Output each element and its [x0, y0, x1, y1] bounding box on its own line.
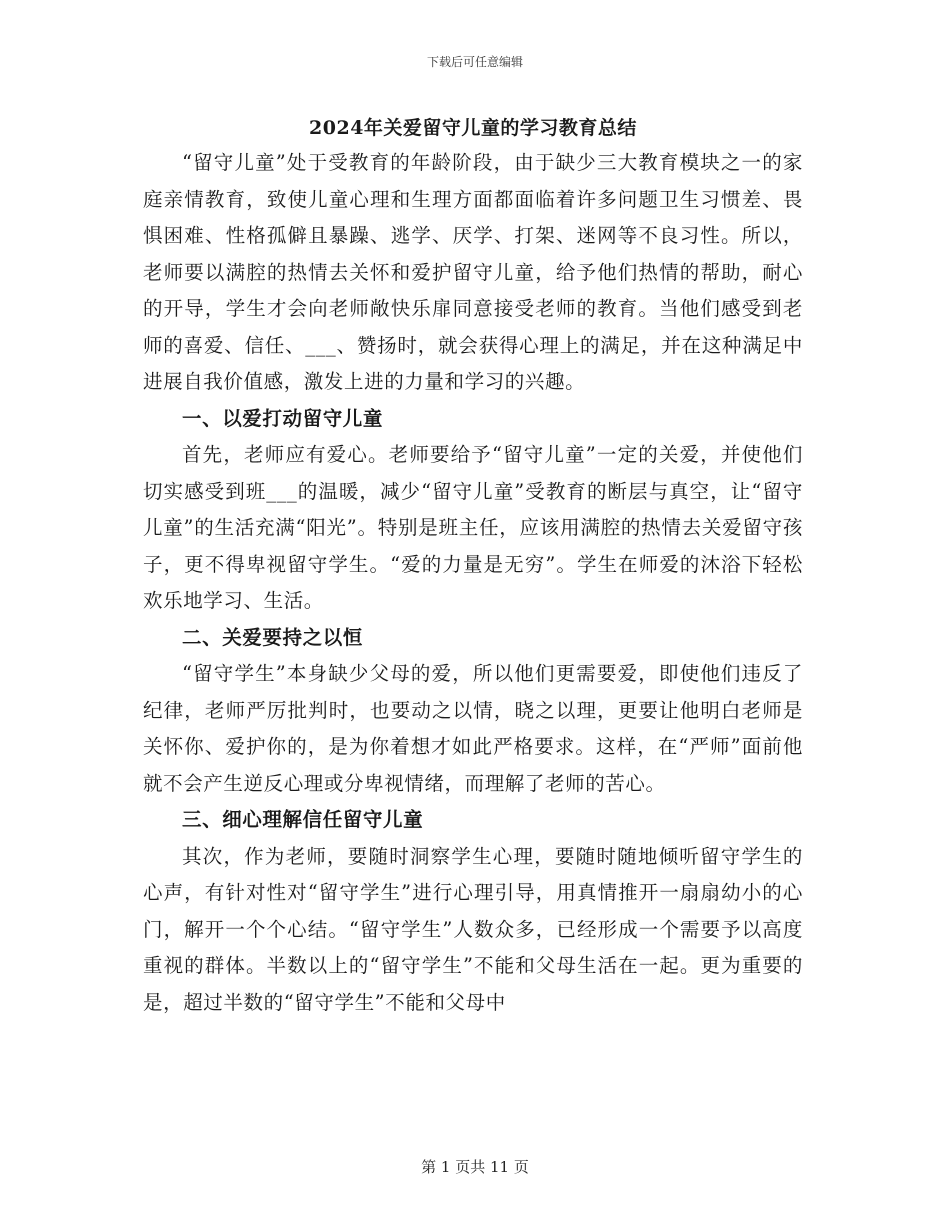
intro-paragraph: “留守儿童”处于受教育的年龄阶段，由于缺少三大教育模块之一的家庭亲情教育，致使儿童心理和生理方面都面临着许多问题卫生习惯差、畏惧困难、性格孤僻且暴躁、逃学、厌学、打架、迷网等不良习性。所以，老师要以满腔的热情去关怀和爱护留守儿童，给予他们热情的帮助，耐心的开导，学生才会向老师敞快乐扉同意接受老师的教育。当他们感受到老师的喜爱、信任、___、赞扬时，就会获得心理上的满足，并在这种满足中进展自我价值感，激发上进的力量和学习的兴趣。 — [143, 151, 803, 393]
section-3-body: 其次，作为老师，要随时洞察学生心理，要随时随地倾听留守学生的心声，有针对性对“留守学生”进行心理引导，用真情推开一扇扇幼小的心门，解开一个个心结。“留守学生”人数众多，已经形成一个需要予以高度重视的群体。半数以上的“留守学生”不能和父母生活在一起。更为重要的是，超过半数的“留守学生”不能和父母中 — [143, 844, 803, 1014]
header-note: 下载后可任意编辑 — [426, 55, 523, 69]
section-2-heading: 二、关爱要持之以恒 — [182, 625, 363, 649]
section-2-body: “留守学生”本身缺少父母的爱，所以他们更需要爱，即使他们违反了纪律，老师严厉批判时，也要动之以情，晓之以理，更要让他明白老师是关怀你、爱护你的，是为你着想才如此严格要求。这样，在“严师”面前他就不会产生逆反心理或分卑视情绪，而理解了老师的苦心。 — [143, 662, 803, 795]
section-1-heading: 一、以爱打动留守儿童 — [182, 406, 384, 430]
document-title: 2024年关爱留守儿童的学习教育总结 — [309, 117, 637, 139]
section-3-heading: 三、细心理解信任留守儿童 — [182, 808, 424, 831]
section-1-body: 首先，老师应有爱心。老师要给予“留守儿童”一定的关爱，并使他们切实感受到班___的温暖，减少“留守儿童”受教育的断层与真空，让“留守儿童”的生活充满“阳光”。特别是班主任，应该用满腔的热情去关爱留守孩子，更不得卑视留守学生。“爱的力量是无穷”。学生在师爱的沐浴下轻松欢乐地学习、生活。 — [143, 443, 803, 612]
page-footer: 第 1 页共 11 页 — [421, 1158, 529, 1176]
document-body — [143, 112, 803, 1021]
